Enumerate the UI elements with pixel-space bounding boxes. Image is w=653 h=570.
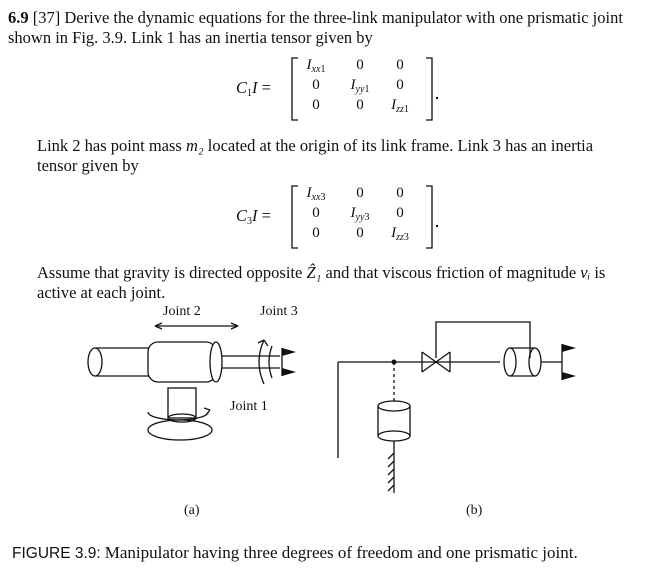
- eq2-cell-23: 0: [396, 205, 404, 221]
- eq1-cell-22: $I_{yy1}$: [350, 77, 370, 95]
- eq1-cell-31: 0: [312, 97, 320, 113]
- joint2-label: Joint 2: [163, 304, 201, 319]
- joint3-label: Joint 3: [260, 304, 298, 319]
- eq2-cell-12: 0: [356, 185, 364, 201]
- eq1-cell-21: 0: [312, 77, 320, 93]
- caption-text: Manipulator having three degrees of freedom and one prismatic joint.: [104, 543, 578, 562]
- eq2-cell-31: 0: [312, 225, 320, 241]
- eq2-cell-22: $I_{yy3}$: [350, 205, 370, 223]
- problem-number: 6.9: [8, 8, 29, 27]
- manipulator-schematic-b: [330, 318, 590, 498]
- sublabel-b: (b): [466, 503, 483, 518]
- figure-caption: [12, 543, 578, 563]
- m2-symbol: m₂: [185, 136, 204, 155]
- problem-statement: [8, 8, 638, 48]
- eq2-lhs: $C_3I$ =: [236, 206, 271, 227]
- link2-paragraph: Link 2 has point mass m₂ located at the origin of its link frame. Link 3 has an inertia tensor given by: [37, 136, 594, 175]
- eq2-cell-32: 0: [356, 225, 364, 241]
- eq1-cell-13: 0: [396, 57, 404, 73]
- problem-text: Derive the dynamic equations for the three-link manipulator with one prismatic joint shown in Fig. 3.9. Link 1 has an inertia tensor given by: [8, 8, 623, 47]
- eq2-cell-21: 0: [312, 205, 320, 221]
- vi-symbol: vᵢ: [580, 263, 591, 282]
- joint1-label: Joint 1: [230, 399, 268, 414]
- eq1-cell-11: $I_{xx1}$: [306, 57, 326, 75]
- eq1-cell-12: 0: [356, 57, 364, 73]
- caption-label: FIGURE 3.9:: [12, 545, 101, 562]
- eq1-lhs: $C_1I$ =: [236, 78, 271, 99]
- eq2-cell-13: 0: [396, 185, 404, 201]
- z1hat-symbol: Ẑ₁: [306, 263, 322, 282]
- manipulator-drawing-a: [60, 318, 310, 448]
- eq1-cell-33: $I_{zz1}$: [391, 97, 409, 115]
- gravity-paragraph: Assume that gravity is directed opposite Ẑ₁ and that viscous friction of magnitude vᵢ is active at each joint.: [37, 263, 606, 302]
- eq1-cell-32: 0: [356, 97, 364, 113]
- eq2-cell-33: $I_{zz3}$: [391, 225, 409, 243]
- eq1-cell-23: 0: [396, 77, 404, 93]
- eq2-cell-11: $I_{xx3}$: [306, 185, 326, 203]
- problem-difficulty: [37]: [32, 8, 61, 27]
- sublabel-a: (a): [184, 503, 200, 518]
